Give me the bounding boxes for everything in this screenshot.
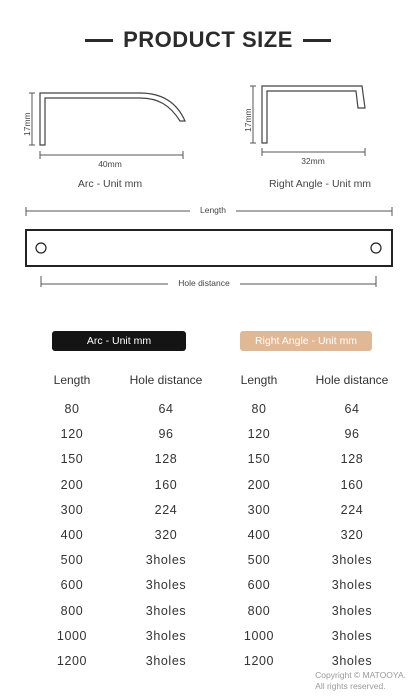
right-width-label: 32mm	[301, 156, 325, 166]
copyright-line-1: Copyright © MATOOYA.	[315, 670, 406, 680]
arc-length-cell: 800	[60, 603, 84, 618]
arc-profile-shape	[40, 93, 185, 145]
arc-length-cell: 400	[60, 528, 84, 542]
arc-hole-cell: 128	[154, 452, 178, 467]
right-hole-cell: 224	[340, 502, 364, 517]
right-hole-cell: 3holes	[331, 654, 373, 668]
arc-hole-cell: 3holes	[145, 578, 187, 593]
arc-width-label: 40mm	[98, 159, 122, 169]
right-hole-cell: 160	[340, 477, 364, 492]
right-hole-cell: 64	[344, 402, 360, 416]
right-hole-cell: 128	[340, 452, 364, 467]
hole-distance-label: Hole distance	[178, 278, 230, 288]
right-length-cell: 500	[247, 553, 271, 568]
right-table-header: Right Angle - Unit mm	[240, 331, 372, 351]
length-label: Length	[200, 205, 226, 215]
right-length-cell: 1000	[243, 628, 275, 643]
arc-length-cell: 80	[64, 402, 80, 416]
arc-hole-cell: 224	[154, 502, 178, 517]
right-height-label: 17mm	[243, 108, 253, 132]
right-length-cell: 200	[247, 477, 271, 492]
arc-hole-cell: 3holes	[145, 553, 187, 568]
right-length-cell: 80	[251, 402, 267, 416]
handle-bar	[26, 230, 392, 266]
arc-hole-cell: 320	[154, 528, 178, 542]
right-length-cell: 800	[247, 603, 271, 618]
arc-col-hole: Hole distance	[129, 373, 203, 387]
right-hole-cell: 3holes	[331, 553, 373, 568]
arc-height-label: 17mm	[22, 112, 32, 136]
arc-hole-cell: 3holes	[145, 628, 187, 643]
arc-hole-cell: 64	[158, 402, 174, 416]
right-length-cell: 1200	[243, 654, 275, 668]
right-hole-cell: 96	[344, 427, 360, 442]
right-hole-cell: 320	[340, 528, 364, 542]
right-angle-profile-shape	[262, 86, 365, 143]
copyright-line-2: All rights reserved.	[315, 681, 386, 691]
right-hole-cell: 3holes	[331, 578, 373, 593]
arc-hole-cell: 96	[158, 427, 174, 442]
arc-hole-cell: 160	[154, 477, 178, 492]
arc-table-header: Arc - Unit mm	[52, 331, 186, 351]
arc-length-cell: 120	[60, 427, 84, 442]
arc-length-cell: 1200	[56, 654, 88, 668]
right-length-cell: 120	[247, 427, 271, 442]
arc-length-cell: 200	[60, 477, 84, 492]
arc-length-cell: 150	[60, 452, 84, 467]
page-title: PRODUCT SIZE	[123, 27, 293, 52]
arc-length-cell: 1000	[56, 628, 88, 643]
hole-left	[36, 243, 46, 253]
arc-length-cell: 500	[60, 553, 84, 568]
arc-hole-cell: 3holes	[145, 603, 187, 618]
right-length-cell: 300	[247, 502, 271, 517]
hole-right	[371, 243, 381, 253]
arc-length-cell: 300	[60, 502, 84, 517]
right-length-cell: 150	[247, 452, 271, 467]
arc-hole-cell: 3holes	[145, 654, 187, 668]
right-length-cell: 400	[247, 528, 271, 542]
arc-caption: Arc - Unit mm	[77, 178, 143, 190]
right-hole-cell: 3holes	[331, 603, 373, 618]
right-length-cell: 600	[247, 578, 271, 593]
arc-col-length: Length	[53, 373, 91, 387]
right-col-length: Length	[240, 373, 278, 387]
copyright-notice	[315, 670, 406, 692]
right-hole-cell: 3holes	[331, 628, 373, 643]
arc-length-cell: 600	[60, 578, 84, 593]
right-col-hole: Hole distance	[315, 373, 389, 387]
right-caption: Right Angle - Unit mm	[268, 178, 372, 190]
